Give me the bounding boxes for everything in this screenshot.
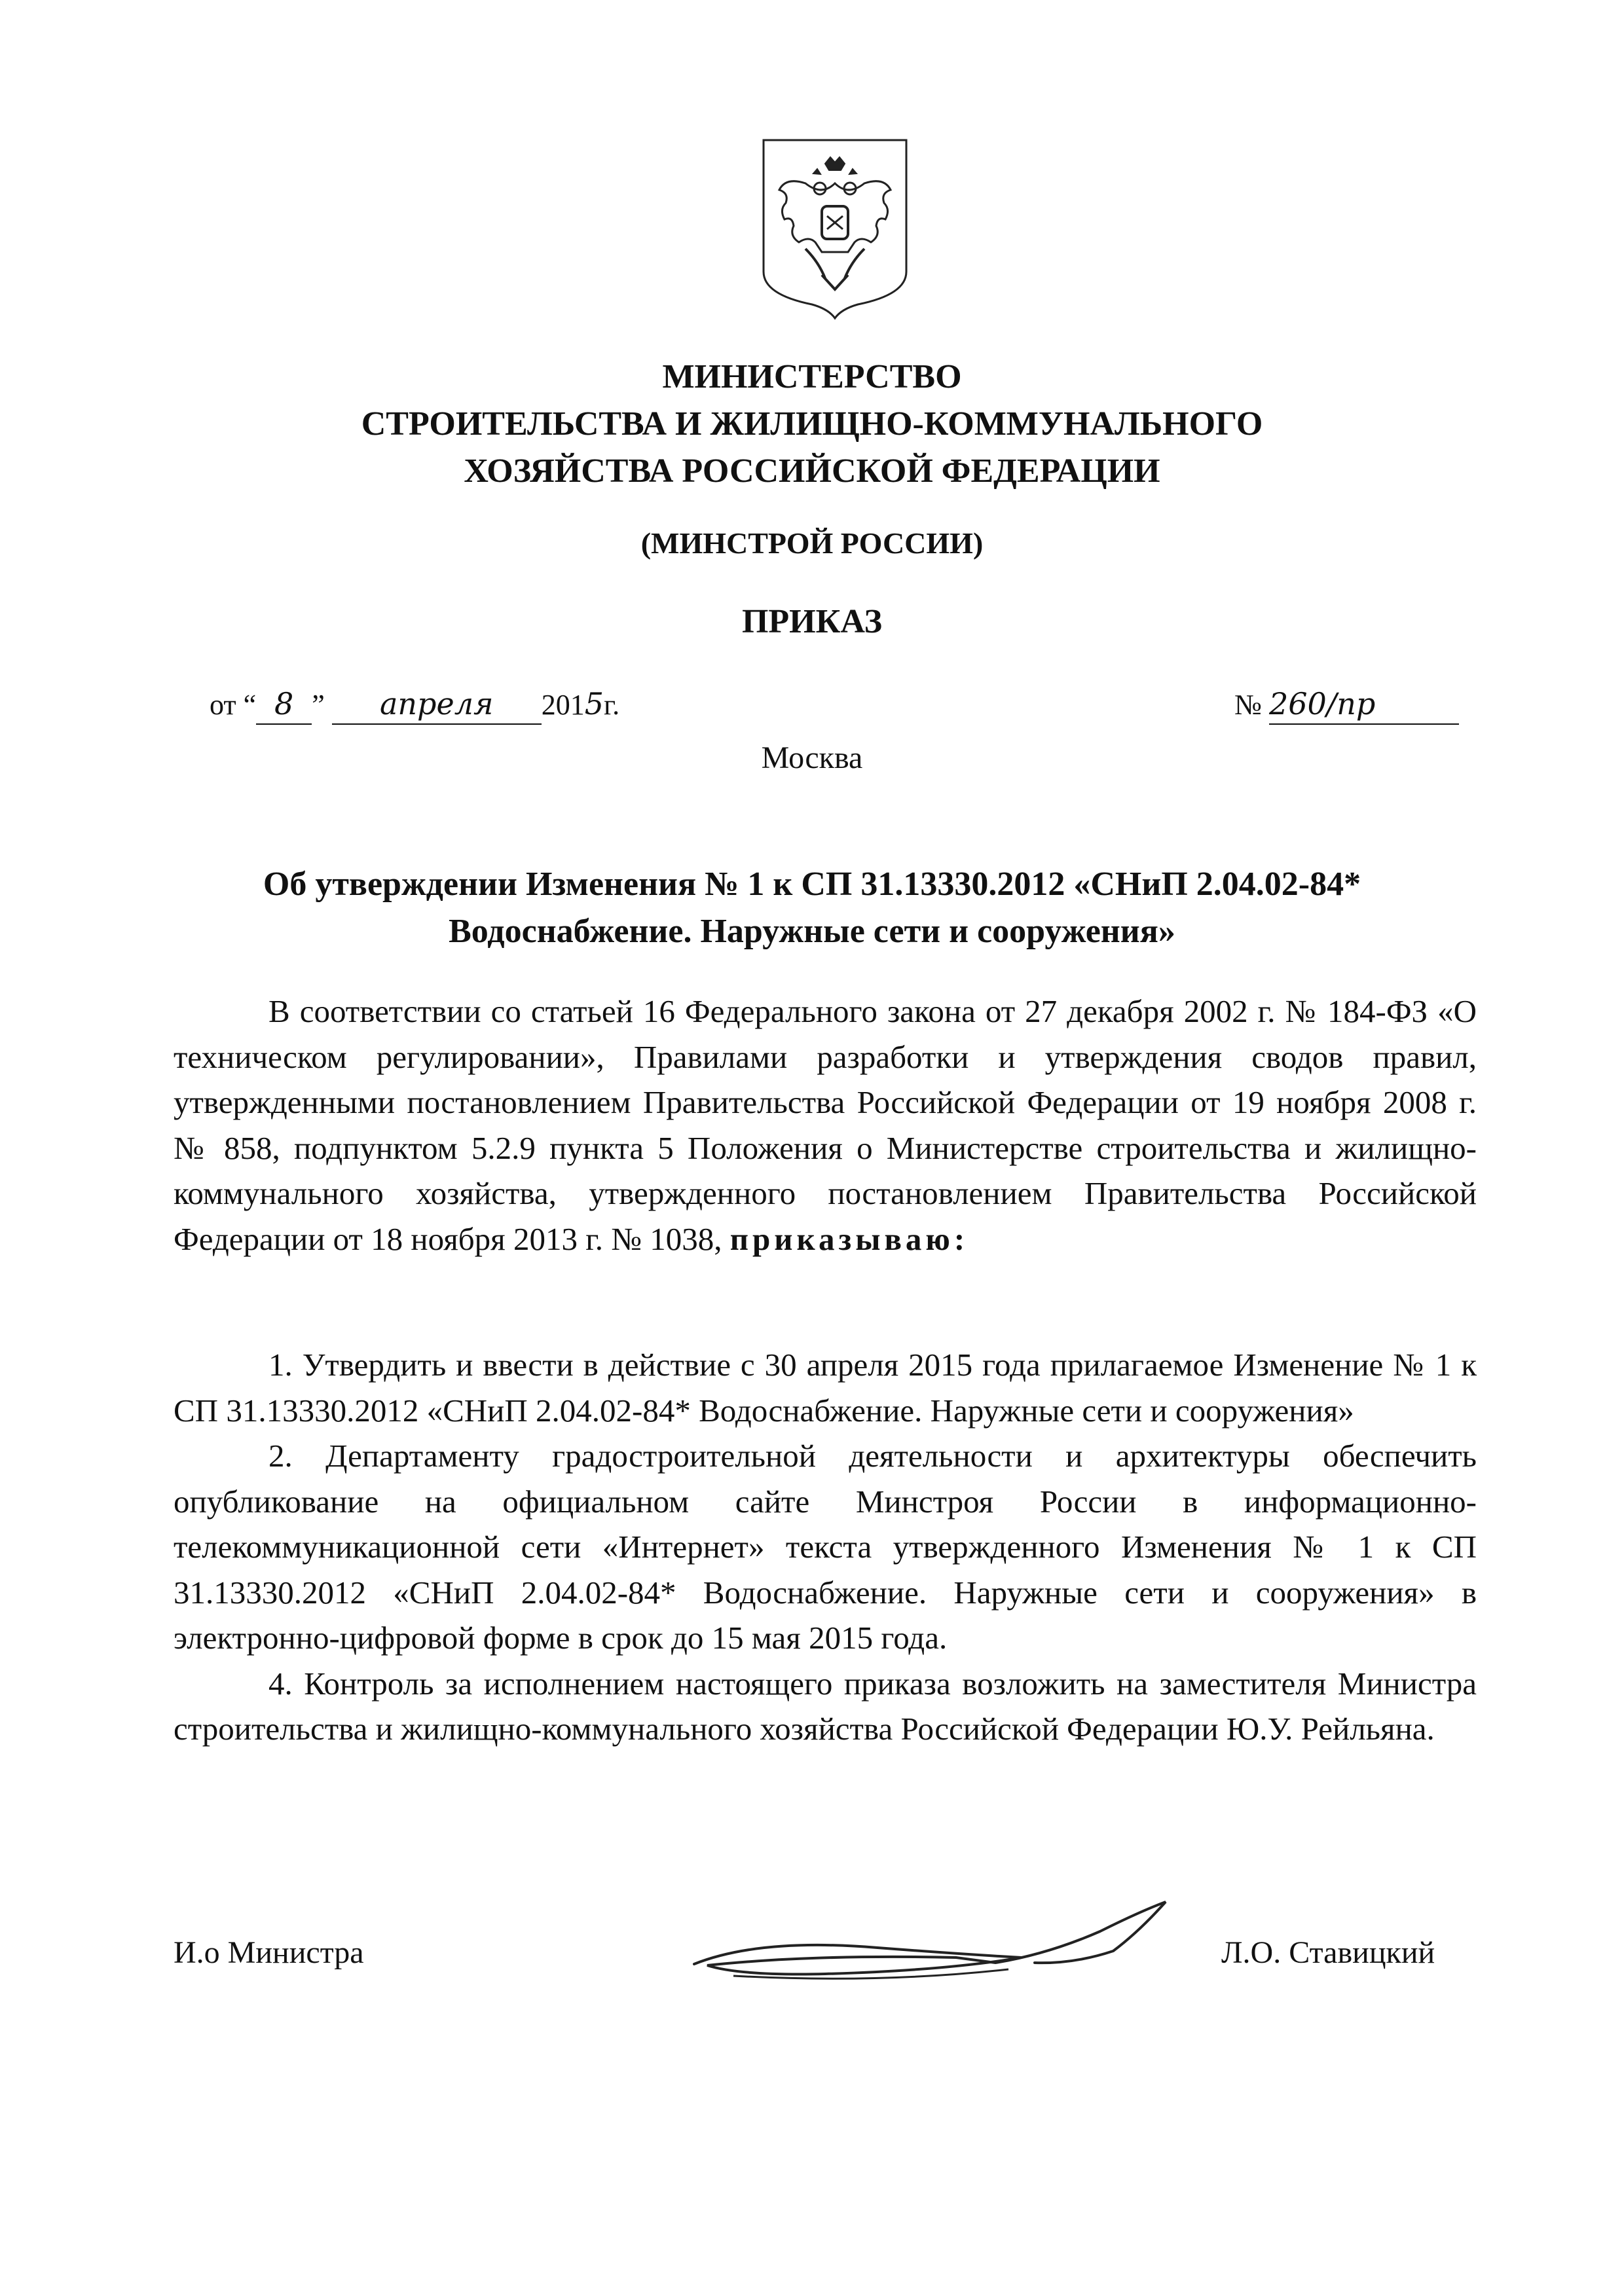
date-day: 8 xyxy=(256,684,312,725)
number-prefix: № xyxy=(1234,689,1262,721)
order-items xyxy=(174,1342,1477,1752)
title-line: Водоснабжение. Наружные сети и сооружения» xyxy=(449,913,1175,950)
date-year-prefix: 201 xyxy=(541,689,585,721)
date-month: апреля xyxy=(332,684,542,725)
date-year-digit: 5 xyxy=(584,686,604,721)
title-line: Об утверждении Изменения № 1 к СП 31.13330.2012 «СНиП 2.04.02-84* xyxy=(263,866,1361,903)
order-word: приказываю: xyxy=(729,1220,969,1257)
coat-of-arms-emblem-icon xyxy=(760,137,910,321)
ministry-line: СТРОИТЕЛЬСТВА И ЖИЛИЩНО-КОММУНАЛЬНОГО xyxy=(361,405,1263,443)
signatory-name: Л.О. Ставицкий xyxy=(1221,1935,1435,1970)
date-year-suffix: г. xyxy=(604,689,620,721)
order-item: 2. Департаменту градостроительной деятельности и архитектуры обеспечить опубликование на официальном сайте Минстроя России в информационно-телекоммуникационной сети «Интернет» текста утвержденного Изменения № 1 к СП 31.13330.2012 «СНиП 2.04.02-84* Водоснабжение. Наружные сети и сооружения» в электронно-цифровой форме в срок до 15 мая 2015 года. xyxy=(174,1438,1477,1656)
order-city: Москва xyxy=(761,740,863,775)
date-prefix: от “ xyxy=(210,689,257,721)
order-item: 4. Контроль за исполнением настоящего приказа возложить на заместителя Министра строительства и жилищно-коммунального хозяйства Российской Федерации Ю.У. Рейльяна. xyxy=(174,1665,1477,1747)
ministry-abbreviation: (МИНСТРОЙ РОССИИ) xyxy=(640,526,984,560)
date-quote-close: ” xyxy=(312,689,325,721)
order-date xyxy=(210,684,619,725)
signatory-position: И.о Министра xyxy=(174,1935,364,1970)
document-type: ПРИКАЗ xyxy=(741,603,883,640)
ministry-line: МИНИСТЕРСТВО xyxy=(662,358,962,395)
document-title xyxy=(0,861,1624,955)
preamble xyxy=(174,989,1477,1262)
order-number xyxy=(1234,684,1459,725)
handwritten-signature xyxy=(681,1892,1192,1990)
ministry-line: ХОЗЯЙСТВА РОССИЙСКОЙ ФЕДЕРАЦИИ xyxy=(464,452,1160,490)
number-value: 260/пр xyxy=(1269,684,1459,725)
preamble-text: В соответствии со статьей 16 Федерального закона от 27 декабря 2002 г. № 184-ФЗ «О техническом регулировании», Правилами разработки и утверждения сводов правил, утвержденными постановлением Правительства Российской Федерации от 19 ноября 2008 г. № 858, подпунктом 5.2.9 пункта 5 Положения о Министерстве строительства и жилищно-коммунального хозяйства, утвержденного постановлением Правительства Российской Федерации от 18 ноября 2013 г. № 1038, xyxy=(174,993,1477,1257)
ministry-name xyxy=(0,354,1624,495)
order-item: 1. Утвердить и ввести в действие с 30 апреля 2015 года прилагаемое Изменение № 1 к СП 31.13330.2012 «СНиП 2.04.02-84* Водоснабжение. Наружные сети и сооружения» xyxy=(174,1347,1477,1429)
